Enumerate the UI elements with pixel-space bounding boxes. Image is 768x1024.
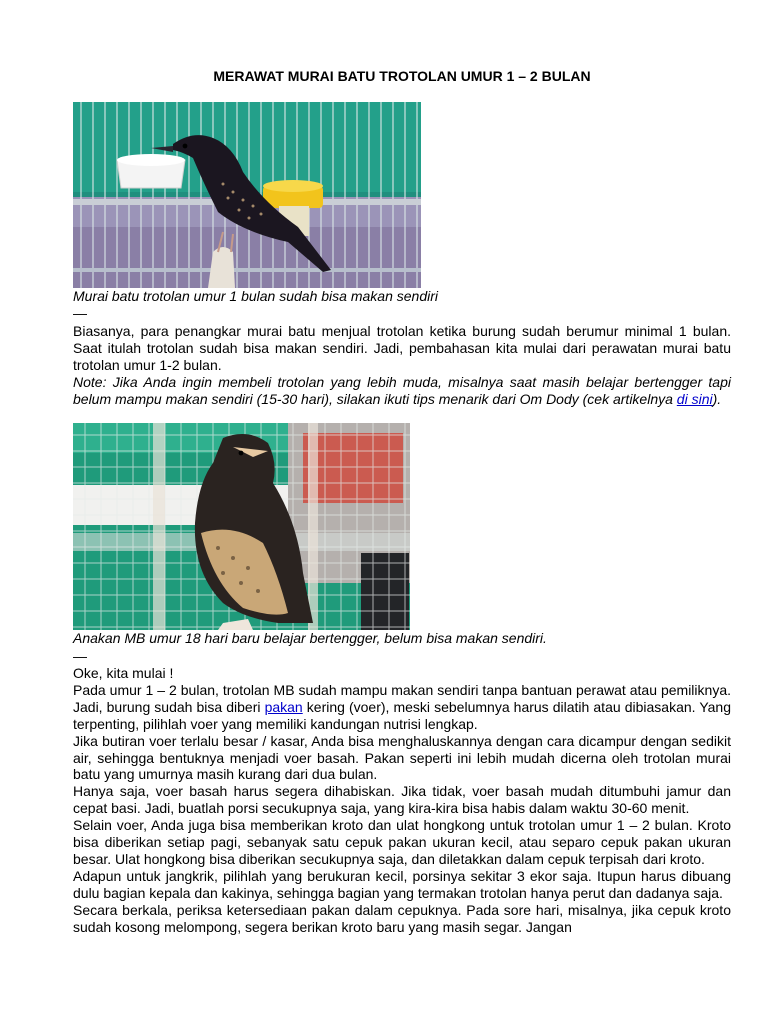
main-section [73, 665, 731, 936]
paragraph-6: Adapun untuk jangkrik, pilihlah yang berukuran kecil, porsinya sekitar 3 ekor saja. Itupun harus dibuang dulu bagian kepala dan kakinya, sehingga bagian yang termakan trotolan hanya perut dan dadanya saja. [73, 867, 731, 901]
pakan-link[interactable]: pakan [264, 698, 303, 715]
figure1-photo [73, 102, 421, 288]
paragraph-2-text-end: kering (voer), meski sebelumnya harus dilatih atau dibiasakan. Yang terpenting, pilihlah voer yang memiliki kandungan nutrisi lengkap. [73, 698, 731, 732]
paragraph-2-text: Pada umur 1 – 2 bulan, trotolan MB sudah mampu makan sendiri tanpa bantuan perawat atau pemiliknya. Jadi, burung sudah bisa diberi [73, 681, 731, 715]
note-paragraph [73, 374, 731, 408]
figure1-caption: Murai batu trotolan umur 1 bulan sudah bisa makan sendiri [73, 288, 438, 304]
document-title: MERAWAT MURAI BATU TROTOLAN UMUR 1 – 2 BULAN [213, 68, 591, 84]
note-link[interactable]: di sini [676, 390, 713, 407]
note-text-end: ). [712, 390, 722, 407]
figure2-caption: Anakan MB umur 18 hari baru belajar bertengger, belum bisa makan sendiri. [73, 630, 547, 646]
paragraph-3: Jika butiran voer terlalu besar / kasar, Anda bisa menghaluskannya dengan cara dicampur dengan sedikit air, sehingga bentuknya menjadi voer basah. Pakan seperti ini lebih mudah dicerna oleh trotolan murai batu yang umurnya masih kurang dari dua bulan. [73, 732, 731, 783]
intro-paragraph: Biasanya, para penangkar murai batu menjual trotolan ketika burung sudah berumur minimal 1 bulan. Saat itulah trotolan sudah bisa makan sendiri. Jadi, pembahasan kita mulai dari perawatan murai batu trotolan umur 1-2 bulan. [73, 323, 731, 373]
paragraph-7: Secara berkala, periksa ketersediaan pakan dalam cepuknya. Pada sore hari, misalnya, jika cepuk kroto sudah kosong melompong, segera berikan kroto baru yang masih segar. Jangan [73, 901, 731, 935]
paragraph-5: Selain voer, Anda juga bisa memberikan kroto dan ulat hongkong untuk trotolan umur 1 – 2 bulan. Kroto bisa diberikan setiap pagi, sebanyak satu cepuk pakan ukuran kecil, atau separo cepuk pakan ukuran besar. Ulat hongkong bisa diberikan secukupnya saja, dan diletakkan dalam cepuk terpisah dari kroto. [73, 817, 731, 867]
paragraph-2 [73, 682, 731, 733]
separator-dash: — [73, 305, 87, 321]
separator-dash-2: — [73, 648, 87, 664]
intro-section [73, 323, 731, 408]
figure2-photo [73, 423, 410, 630]
paragraph-4: Hanya saja, voer basah harus segera dihabiskan. Jika tidak, voer basah mudah ditumbuhi jamur dan cepat basi. Jadi, buatlah porsi secukupnya saja, yang kira-kira bisa habis dalam waktu 30-60 menit. [73, 783, 731, 817]
paragraph-1: Oke, kita mulai ! [73, 665, 174, 681]
note-text: Note: Jika Anda ingin membeli trotolan yang lebih muda, misalnya saat masih belajar bertengger tapi belum mampu makan sendiri (15-30 hari), silakan ikuti tips menarik dari Om Dody (cek artikelnya [73, 373, 731, 407]
